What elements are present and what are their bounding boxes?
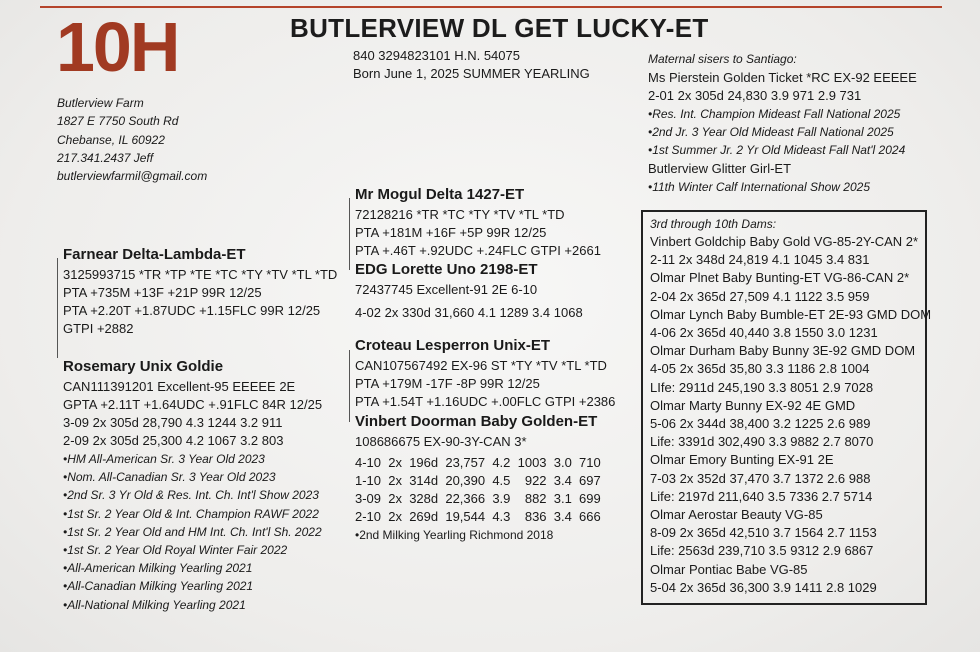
sire-block	[63, 245, 337, 338]
dam-honor: •Nom. All-Canadian Sr. 3 Year Old 2023	[63, 470, 276, 485]
dam-honors	[63, 450, 322, 614]
sister1-honor: •1st Summer Jr. 2 Yr Old Mideast Fall Nat'l 2024	[648, 143, 906, 158]
ss-bracket	[349, 198, 350, 270]
sire-sire-block	[355, 185, 601, 260]
dam-dam-record: 4-10 2x 196d 23,757 4.2 1003 3.0 710	[355, 455, 601, 470]
sire-line1: 3125993715 *TR *TP *TE *TC *TY *TV *TL *TD	[63, 267, 338, 282]
dam-line: 2-11 2x 348d 24,819 4.1 1045 3.4 831	[650, 252, 870, 268]
sire-sire-line2: PTA +181M +16F +5P 99R 12/25	[355, 225, 547, 240]
dam-sire-name: Croteau Lesperron Unix-ET	[355, 337, 551, 354]
dam-line: 5-04 2x 365d 36,300 3.9 1411 2.8 1029	[650, 579, 877, 595]
dam-line2: GPTA +2.11T +1.64UDC +.91FLC 84R 12/25	[63, 397, 323, 412]
dam-line: Olmar Marty Bunny EX-92 4E GMD	[650, 397, 856, 413]
sire-sire-line3: PTA +.46T +.92UDC +.24FLC GTPI +2661	[355, 243, 601, 258]
breeder-email[interactable]: butlerviewfarmil@gmail.com	[57, 169, 208, 184]
dam-honor: •1st Sr. 2 Year Old Royal Winter Fair 2022	[63, 543, 288, 558]
dam-line: 8-09 2x 365d 42,510 3.7 1564 2.7 1153	[650, 525, 877, 541]
dam-line: Olmar Durham Baby Bunny 3E-92 GMD DOM	[650, 343, 916, 359]
dam-honor: •HM All-American Sr. 3 Year Old 2023	[63, 452, 265, 466]
dam-dam-line1: 108686675 EX-90-3Y-CAN 3*	[355, 434, 527, 449]
dam-line: Olmar Emory Bunting EX-91 2E	[650, 452, 834, 468]
sister1-honor: •2nd Jr. 3 Year Old Mideast Fall National 2025	[648, 125, 894, 140]
dam-honor: •All-American Milking Yearling 2021	[63, 561, 253, 576]
breeder-phone: 217.341.2437 Jeff	[57, 150, 154, 165]
dam-dam-record: 3-09 2x 328d 22,366 3.9 882 3.1 699	[355, 491, 601, 506]
sire-sire-name: Mr Mogul Delta 1427-ET	[355, 186, 525, 203]
sire-dam-block	[355, 260, 583, 322]
sire-line4: GTPI +2882	[63, 321, 134, 336]
birth-line: Born June 1, 2025 SUMMER YEARLING	[353, 66, 590, 81]
sister1-honor: •Res. Int. Champion Mideast Fall National 2025	[648, 107, 901, 121]
dam-line: Olmar Plnet Baby Bunting-ET VG-86-CAN 2*	[650, 270, 910, 286]
sire-name: Farnear Delta-Lambda-ET	[63, 246, 246, 263]
sire-bracket	[57, 258, 58, 358]
lot-number: 10H	[56, 8, 179, 86]
maternal-heading: Maternal sisers to Santiago:	[648, 52, 797, 66]
dam-dam-name: Vinbert Doorman Baby Golden-ET	[355, 413, 598, 430]
dam-sire-line3: PTA +1.54T +1.16UDC +.00FLC GTPI +2386	[355, 394, 616, 409]
maternal-sisters	[648, 50, 917, 196]
dam-line: Life: 2563d 239,710 3.5 9312 2.9 6867	[650, 543, 874, 559]
dam-honor: •1st Sr. 2 Year Old and HM Int. Ch. Int'l Sh. 2022	[63, 524, 322, 539]
dam-line: 2-04 2x 365d 27,509 4.1 1122 3.5 959	[650, 288, 870, 304]
dam-block	[63, 357, 322, 614]
dam-sire-line1: CAN107567492 EX-96 ST *TY *TV *TL *TD	[355, 358, 607, 373]
dam-sire-block	[355, 336, 615, 411]
dam-dam-record: 2-10 2x 269d 19,544 4.3 836 3.4 666	[355, 509, 601, 524]
sire-sire-line1: 72128216 *TR *TC *TY *TV *TL *TD	[355, 207, 565, 222]
dam-line: Olmar Pontiac Babe VG-85	[650, 561, 808, 577]
dam-dam-honor: •2nd Milking Yearling Richmond 2018	[355, 528, 554, 542]
sister1-name: Ms Pierstein Golden Ticket *RC EX-92 EEEEE	[648, 70, 917, 85]
dam-line: Life: 3391d 302,490 3.3 9882 2.7 8070	[650, 434, 874, 450]
registration-line: 840 3294823101 H.N. 54075	[353, 48, 520, 63]
dam-dam-block	[355, 412, 601, 544]
dam-honor: •All-Canadian Milking Yearling 2021	[63, 579, 254, 594]
dam-line: Vinbert Goldchip Baby Gold VG-85-2Y-CAN 2*	[650, 234, 919, 249]
breeder-farm: Butlerview Farm	[57, 96, 144, 110]
dam-record2: 2-09 2x 305d 25,300 4.2 1067 3.2 803	[63, 433, 284, 448]
dam-record1: 3-09 2x 305d 28,790 4.3 1244 3.2 911	[63, 415, 283, 430]
dam-sire-line2: PTA +179M -17F -8P 99R 12/25	[355, 376, 540, 391]
breeder-info	[57, 94, 207, 185]
sire-dam-name: EDG Lorette Uno 2198-ET	[355, 261, 538, 278]
sire-dam-record: 4-02 2x 330d 31,660 4.1 1289 3.4 1068	[355, 305, 583, 320]
breeder-address2: Chebanse, IL 60922	[57, 132, 165, 147]
dam-honor: •2nd Sr. 3 Yr Old & Res. Int. Ch. Int'l Show 2023	[63, 488, 319, 503]
dam-line: LIfe: 2911d 245,190 3.3 8051 2.9 7028	[650, 379, 874, 395]
dams-list	[650, 216, 931, 597]
dams-heading: 3rd through 10th Dams:	[650, 217, 777, 231]
sire-line2: PTA +735M +13F +21P 99R 12/25	[63, 285, 262, 300]
sister2-name: Butlerview Glitter Girl-ET	[648, 160, 792, 176]
dam-line: Olmar Aerostar Beauty VG-85	[650, 507, 823, 523]
dam-line: 5-06 2x 344d 38,400 3.2 1225 2.6 989	[650, 416, 871, 432]
sister2-honor: •11th Winter Calf International Show 2025	[648, 179, 870, 194]
sister1-record: 2-01 2x 305d 24,830 3.9 971 2.9 731	[648, 88, 862, 103]
dam-line: Olmar Lynch Baby Bumble-ET 2E-93 GMD DOM	[650, 306, 932, 322]
dam-name: Rosemary Unix Goldie	[63, 358, 224, 375]
dam-dam-record: 1-10 2x 314d 20,390 4.5 922 3.4 697	[355, 473, 601, 488]
sire-dam-line1: 72437745 Excellent-91 2E 6-10	[355, 282, 538, 297]
ds-bracket	[349, 350, 350, 422]
dam-line: 7-03 2x 352d 37,470 3.7 1372 2.6 988	[650, 470, 871, 486]
animal-name: BUTLERVIEW DL GET LUCKY-ET	[290, 13, 709, 43]
dam-line: Life: 2197d 211,640 3.5 7336 2.7 5714	[650, 488, 873, 504]
sire-line3: PTA +2.20T +1.87UDC +1.15FLC 99R 12/25	[63, 303, 321, 318]
dam-line: 4-05 2x 365d 35,80 3.3 1186 2.8 1004	[650, 361, 870, 377]
dam-honor: •All-National Milking Yearling 2021	[63, 597, 246, 612]
dam-honor: •1st Sr. 2 Year Old & Int. Champion RAWF 2022	[63, 506, 319, 521]
dam-line1: CAN111391201 Excellent-95 EEEEE 2E	[63, 379, 296, 394]
dam-line: 4-06 2x 365d 40,440 3.8 1550 3.0 1231	[650, 325, 878, 341]
breeder-address1: 1827 E 7750 South Rd	[57, 114, 179, 129]
